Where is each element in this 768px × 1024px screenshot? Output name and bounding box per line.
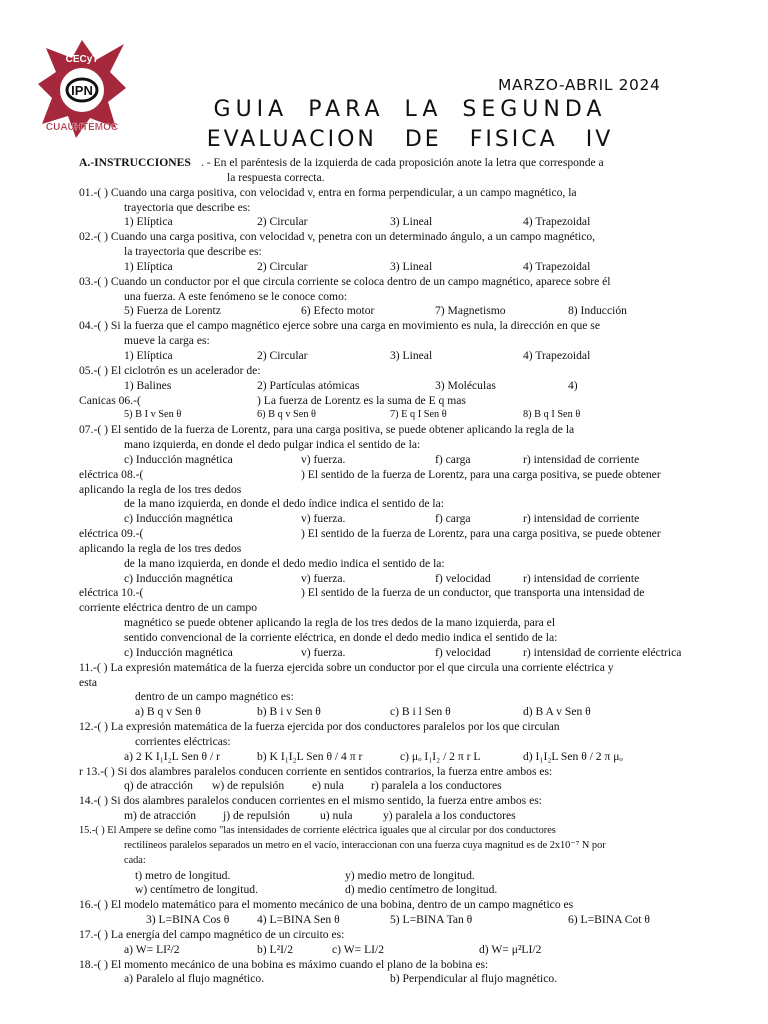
text-segment: 7) Magnetismo <box>435 304 506 318</box>
text-line <box>79 616 699 631</box>
text-segment: sentido convencional de la corriente eléctrica, en donde el dedo medio indica el sentido de la: <box>124 631 558 644</box>
text-line <box>79 572 699 587</box>
text-segment: 4) Trapezoidal <box>523 259 591 273</box>
text-segment: magnético se puede obtener aplicando la regla de los tres dedos de la mano izquierda, para el <box>124 616 556 630</box>
text-segment: 2) Circular <box>257 259 308 273</box>
text-segment: d) medio centímetro de longitud. <box>345 883 498 897</box>
text-segment: 3) L=BINA Cos θ <box>146 913 230 927</box>
text-line <box>79 319 699 334</box>
text-segment: d) W= μ²LI/2 <box>479 942 542 956</box>
text-segment: trayectoria que describe es: <box>124 200 251 214</box>
text-segment: 4) <box>568 378 578 392</box>
text-line <box>79 201 699 216</box>
text-line <box>79 334 699 349</box>
text-line <box>79 779 699 794</box>
text-segment: eléctrica 08.-( <box>79 467 144 481</box>
text-segment: 17.-( ) La energía del campo magnético de un circuito es: <box>79 927 345 941</box>
text-segment: e) nula <box>312 779 344 793</box>
text-line <box>79 869 699 884</box>
text-line <box>79 928 699 943</box>
text-segment: eléctrica 10.-( <box>79 586 144 600</box>
text-line <box>79 156 699 171</box>
text-segment: b) L²I/2 <box>257 942 293 956</box>
text-segment: 03.-( ) Cuando un conductor por el que circula corriente se coloca dentro de un campo magnético, aparece sobre él <box>79 274 611 288</box>
text-segment: esta <box>79 675 98 689</box>
text-segment: b) Perpendicular al flujo magnético. <box>390 972 558 986</box>
text-segment: aplicando la regla de los tres dedos <box>79 541 242 555</box>
text-line <box>79 453 699 468</box>
text-segment: 02.-( ) Cuando una carga positiva, con velocidad v, penetra con un determinado ángulo, a un campo magnético, <box>79 230 596 244</box>
text-segment: 5) Fuerza de Lorentz <box>124 304 221 318</box>
text-line <box>79 661 699 676</box>
text-line <box>79 735 699 750</box>
text-segment: la respuesta correcta. <box>227 170 325 184</box>
text-segment: r) intensidad de corriente <box>523 512 640 526</box>
text-segment: ) El sentido de la fuerza de Lorentz, para una carga positiva, se puede obtener <box>301 467 661 481</box>
text-line <box>79 913 699 928</box>
logo-top-text: CECyT <box>65 54 99 65</box>
text-line <box>79 497 699 512</box>
text-segment: 4) Trapezoidal <box>523 215 591 229</box>
text-segment: A.-INSTRUCCIONES <box>79 156 191 169</box>
text-segment: 5) L=BINA Tan θ <box>390 913 473 927</box>
text-segment: c) Inducción magnética <box>124 452 233 466</box>
text-segment: w) de repulsión <box>212 779 285 793</box>
text-segment: ) El sentido de la fuerza de un conductor, que transporta una intensidad de <box>301 586 645 600</box>
text-line <box>79 794 699 809</box>
text-line <box>79 586 699 601</box>
text-line <box>79 527 699 542</box>
text-line <box>79 646 699 661</box>
text-line <box>79 468 699 483</box>
text-line <box>79 171 699 186</box>
text-segment: cada: <box>124 854 146 866</box>
text-segment: 1) Balines <box>124 378 172 392</box>
text-line <box>79 275 699 290</box>
document-title-line-1: GUIA PARA LA SEGUNDA <box>213 97 607 122</box>
text-segment: 7) E q I Sen θ <box>390 409 447 421</box>
text-segment: 15.-( ) El Ampere se define como "las intensidades de corriente eléctrica iguales que al circular por dos conductores <box>79 824 556 836</box>
text-line <box>79 379 699 394</box>
text-segment: u) nula <box>320 809 353 823</box>
text-segment: 8) Inducción <box>568 304 627 318</box>
text-segment: mano izquierda, en donde el dedo pulgar indica el sentido de la: <box>124 438 421 452</box>
text-line <box>79 423 699 438</box>
text-line <box>79 765 699 780</box>
text-segment: v) fuerza. <box>301 571 346 585</box>
text-line <box>79 245 699 260</box>
text-line <box>79 557 699 572</box>
text-segment: de la mano izquierda, en donde el dedo medio indica el sentido de la: <box>124 556 445 570</box>
text-line <box>79 854 699 869</box>
text-segment: a) W= LI²/2 <box>124 942 180 956</box>
text-segment: rectilíneos paralelos separados un metro en el vacío, interaccionan con una fuerza cuya magnitud es de 2x10⁻⁷ N por <box>124 839 606 851</box>
text-line <box>79 186 699 201</box>
text-segment: r 13.-( ) Si dos alambres paralelos conducen corriente en sentidos contrarios, la fuerza entre ambos es: <box>79 764 553 778</box>
text-line <box>79 512 699 527</box>
text-segment: a) Paralelo al flujo magnético. <box>124 972 265 986</box>
text-segment: r) intensidad de corriente eléctrica <box>523 645 682 659</box>
text-segment: c) Inducción magnética <box>124 645 233 659</box>
text-segment: d) I₁I₂L Sen θ / 2 π μₒ <box>523 749 623 763</box>
text-segment: ) La fuerza de Lorentz es la suma de E q mas <box>257 393 466 407</box>
text-line <box>79 690 699 705</box>
text-line <box>79 943 699 958</box>
text-segment: 1) Elíptica <box>124 348 173 362</box>
text-segment: c) W= LI/2 <box>332 942 385 956</box>
text-segment: w) centímetro de longitud. <box>135 883 258 897</box>
text-segment: corriente eléctrica dentro de un campo <box>79 601 257 615</box>
text-segment: ) El sentido de la fuerza de Lorentz, para una carga positiva, se puede obtener <box>301 527 661 541</box>
text-segment: f) velocidad <box>435 571 491 585</box>
text-segment: c) Inducción magnética <box>124 512 233 526</box>
text-line <box>79 898 699 913</box>
text-segment: 8) B q I Sen θ <box>523 409 581 421</box>
document-date: MARZO-ABRIL 2024 <box>498 76 661 94</box>
text-segment: . - En el paréntesis de la izquierda de cada proposición anote la letra que corresponde a <box>201 156 604 169</box>
text-line <box>79 631 699 646</box>
text-segment: v) fuerza. <box>301 645 346 659</box>
text-line <box>79 824 699 839</box>
text-segment: 2) Partículas atómicas <box>257 378 360 392</box>
logo-center-text: IPN <box>71 83 93 98</box>
text-segment: 12.-( ) La expresión matemática de la fuerza ejercida por dos conductores paralelos por los que circulan <box>79 720 560 734</box>
text-segment: 04.-( ) Si la fuerza que el campo magnético ejerce sobre una carga en movimiento es nula, la dirección en que se <box>79 319 600 333</box>
text-segment: r) intensidad de corriente <box>523 452 640 466</box>
text-segment: Canicas 06.-( <box>79 393 141 407</box>
text-segment: eléctrica 09.-( <box>79 527 144 541</box>
text-segment: a) B q v Sen θ <box>135 705 201 719</box>
text-segment: la trayectoria que describe es: <box>124 245 262 259</box>
text-line <box>79 290 699 305</box>
text-segment: 3) Lineal <box>390 348 433 362</box>
text-segment: y) paralela a los conductores <box>383 809 516 823</box>
text-segment: 3) Moléculas <box>435 378 496 392</box>
text-line <box>79 215 699 230</box>
text-segment: 18.-( ) El momento mecánico de una bobina es máximo cuando el plano de la bobina es: <box>79 957 489 971</box>
text-line <box>79 676 699 691</box>
text-segment: 5) B I v Sen θ <box>124 409 182 421</box>
document-title-line-2: EVALUACION DE FISICA IV <box>206 127 614 152</box>
text-line <box>79 230 699 245</box>
text-segment: 11.-( ) La expresión matemática de la fuerza ejercida sobre un conductor por el que circula una corriente eléctrica y <box>79 660 614 674</box>
logo-bottom-text: CUAUHTÉMOC <box>45 122 119 133</box>
text-segment: q) de atracción <box>124 779 193 793</box>
text-segment: 1) Elíptica <box>124 259 173 273</box>
text-segment: 3) Lineal <box>390 259 433 273</box>
text-segment: v) fuerza. <box>301 512 346 526</box>
text-segment: a) 2 K I₁I₂L Sen θ / r <box>124 749 220 763</box>
text-segment: corrientes eléctricas: <box>135 734 231 748</box>
text-segment: t) metro de longitud. <box>135 868 231 882</box>
text-line <box>79 408 699 423</box>
text-segment: 07.-( ) El sentido de la fuerza de Lorentz, para una carga positiva, se puede obtener aplicando la regla de la <box>79 423 575 437</box>
text-line <box>79 438 699 453</box>
text-line <box>79 483 699 498</box>
text-line <box>79 364 699 379</box>
text-segment: f) carga <box>435 452 471 466</box>
text-line <box>79 705 699 720</box>
text-segment: r) intensidad de corriente <box>523 571 640 585</box>
text-segment: dentro de un campo magnético es: <box>135 690 294 704</box>
text-segment: 14.-( ) Si dos alambres paralelos conducen corrientes en el mismo sentido, la fuerza entre ambos es: <box>79 794 542 808</box>
text-segment: 01.-( ) Cuando una carga positiva, con velocidad v, entra en forma perpendicular, a un campo magnético, la <box>79 185 577 199</box>
text-line <box>79 542 699 557</box>
text-segment: una fuerza. A este fenómeno se le conoce como: <box>124 289 348 303</box>
text-segment: 6) Efecto motor <box>301 304 375 318</box>
text-segment: b) K I₁I₂L Sen θ / 4 π r <box>257 749 363 763</box>
text-segment: v) fuerza. <box>301 452 346 466</box>
text-line <box>79 601 699 616</box>
text-segment: f) carga <box>435 512 471 526</box>
text-segment: c) Inducción magnética <box>124 571 233 585</box>
text-segment: j) de repulsión <box>223 809 290 823</box>
text-segment: 2) Circular <box>257 348 308 362</box>
text-line <box>79 304 699 319</box>
text-segment: m) de atracción <box>124 809 197 823</box>
text-segment: c) μₒ I₁I₂ / 2 π r L <box>400 749 481 763</box>
text-segment: r) paralela a los conductores <box>371 779 502 793</box>
text-line <box>79 809 699 824</box>
text-segment: b) B i v Sen θ <box>257 705 321 719</box>
text-line <box>79 260 699 275</box>
text-line <box>79 720 699 735</box>
text-segment: de la mano izquierda, en donde el dedo índice indica el sentido de la: <box>124 497 444 511</box>
questions-body <box>79 156 699 987</box>
text-line <box>79 972 699 987</box>
text-segment: c) B i l Sen θ <box>390 705 451 719</box>
text-line <box>79 750 699 765</box>
text-segment: y) medio metro de longitud. <box>345 868 475 882</box>
text-segment: 6) B q v Sen θ <box>257 409 316 421</box>
text-segment: 16.-( ) El modelo matemático para el momento mecánico de una bobina, dentro de un campo magnético es <box>79 898 574 912</box>
text-segment: aplicando la regla de los tres dedos <box>79 482 242 496</box>
text-segment: f) velocidad <box>435 645 491 659</box>
text-segment: 05.-( ) El ciclotrón es un acelerador de: <box>79 363 261 377</box>
text-segment: mueve la carga es: <box>124 334 210 348</box>
text-segment: 3) Lineal <box>390 215 433 229</box>
text-line <box>79 394 699 409</box>
text-segment: 4) L=BINA Sen θ <box>257 913 340 927</box>
text-segment: 4) Trapezoidal <box>523 348 591 362</box>
school-logo <box>36 38 128 140</box>
text-segment: d) B A v Sen θ <box>523 705 591 719</box>
text-segment: 2) Circular <box>257 215 308 229</box>
text-line <box>79 349 699 364</box>
text-line <box>79 839 699 854</box>
text-segment: 1) Elíptica <box>124 215 173 229</box>
text-line <box>79 958 699 973</box>
text-line <box>79 883 699 898</box>
text-segment: 6) L=BINA Cot θ <box>568 913 650 927</box>
